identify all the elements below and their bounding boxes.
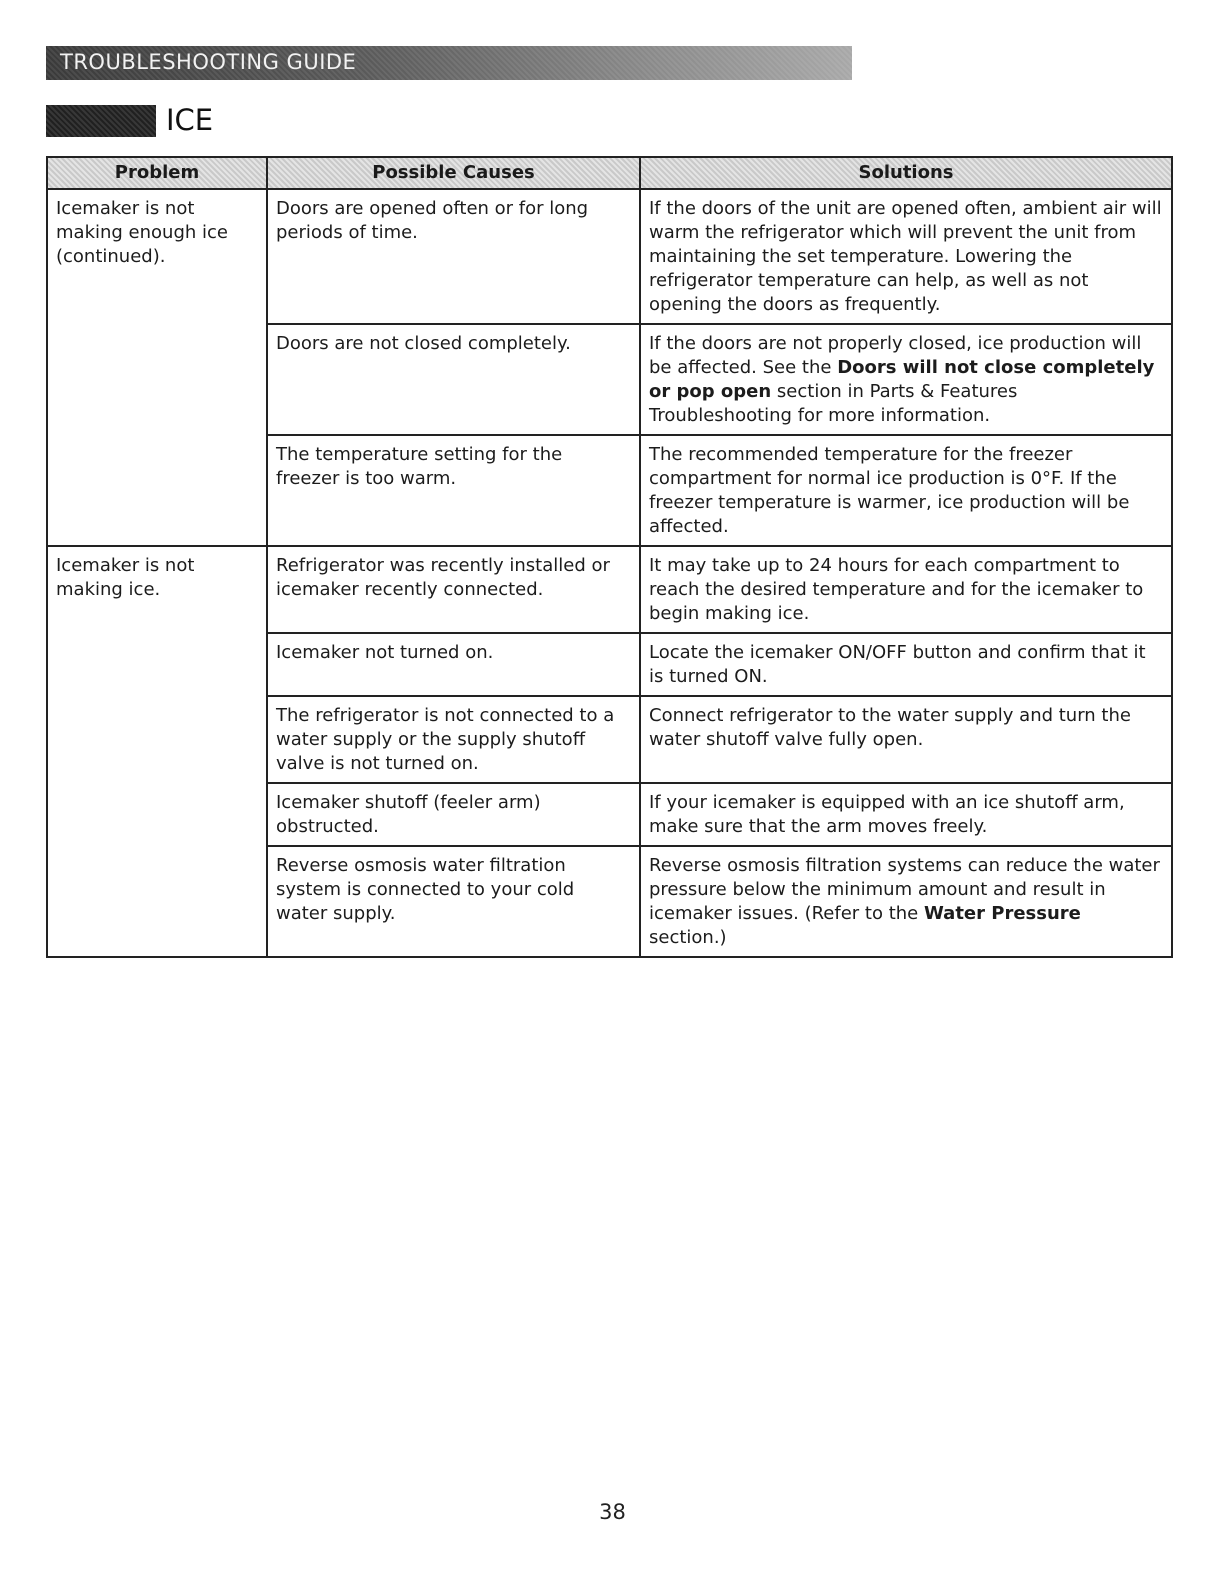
header-problem: Problem [47, 157, 267, 189]
problem-cell: Icemaker is not making enough ice (continued). [47, 189, 267, 546]
solution-cell [640, 324, 1172, 435]
solution-cell: If the doors of the unit are opened often, ambient air will warm the refrigerator which will prevent the unit from maintaining the set temperature. Lowering the refrigerator temperature can help, as well as not opening the doors as frequently. [640, 189, 1172, 324]
cause-cell: Reverse osmosis water filtration system is connected to your cold water supply. [267, 846, 640, 957]
solution-reference: Doors will not close completely or pop open [649, 357, 1155, 402]
header-solutions: Solutions [640, 157, 1172, 189]
table-header-row [47, 157, 1172, 189]
table-row [47, 546, 1172, 633]
solution-cell: The recommended temperature for the freezer compartment for normal ice production is 0°F. If the freezer temperature is warmer, ice production will be affected. [640, 435, 1172, 546]
header-possible-causes: Possible Causes [267, 157, 640, 189]
solution-cell: It may take up to 24 hours for each compartment to reach the desired temperature and for the icemaker to begin making ice. [640, 546, 1172, 633]
solution-reference: Water Pressure [923, 903, 1081, 924]
solution-cell: Locate the icemaker ON/OFF button and confirm that it is turned ON. [640, 633, 1172, 696]
section-title: ICE [166, 103, 214, 137]
cause-cell: Doors are not closed completely. [267, 324, 640, 435]
solution-cell [640, 846, 1172, 957]
banner-title: TROUBLESHOOTING GUIDE [60, 50, 357, 74]
solution-cell: If your icemaker is equipped with an ice shutoff arm, make sure that the arm moves freely. [640, 783, 1172, 846]
cause-cell: Doors are opened often or for long periods of time. [267, 189, 640, 324]
problem-cell: Icemaker is not making ice. [47, 546, 267, 957]
cause-cell: The temperature setting for the freezer is too warm. [267, 435, 640, 546]
section-marker-block [46, 105, 156, 137]
table-row [47, 189, 1172, 324]
solution-cell: Connect refrigerator to the water supply and turn the water shutoff valve fully open. [640, 696, 1172, 783]
cause-cell: Icemaker shutoff (feeler arm) obstructed. [267, 783, 640, 846]
page-number: 38 [599, 1500, 626, 1524]
solution-text: If the doors are not properly closed, ice production will be affected. See the [649, 333, 1142, 378]
cause-cell: The refrigerator is not connected to a water supply or the supply shutoff valve is not turned on. [267, 696, 640, 783]
solution-text: section.) [649, 927, 727, 948]
section-banner [46, 46, 852, 80]
cause-cell: Icemaker not turned on. [267, 633, 640, 696]
troubleshooting-table [46, 156, 1173, 958]
cause-cell: Refrigerator was recently installed or icemaker recently connected. [267, 546, 640, 633]
solution-text: Reverse osmosis filtration systems can reduce the water pressure below the minimum amount and result in icemaker issues. (Refer to the [649, 855, 1160, 924]
solution-text: section in Parts & Features Troubleshooting for more information. [649, 381, 1018, 426]
